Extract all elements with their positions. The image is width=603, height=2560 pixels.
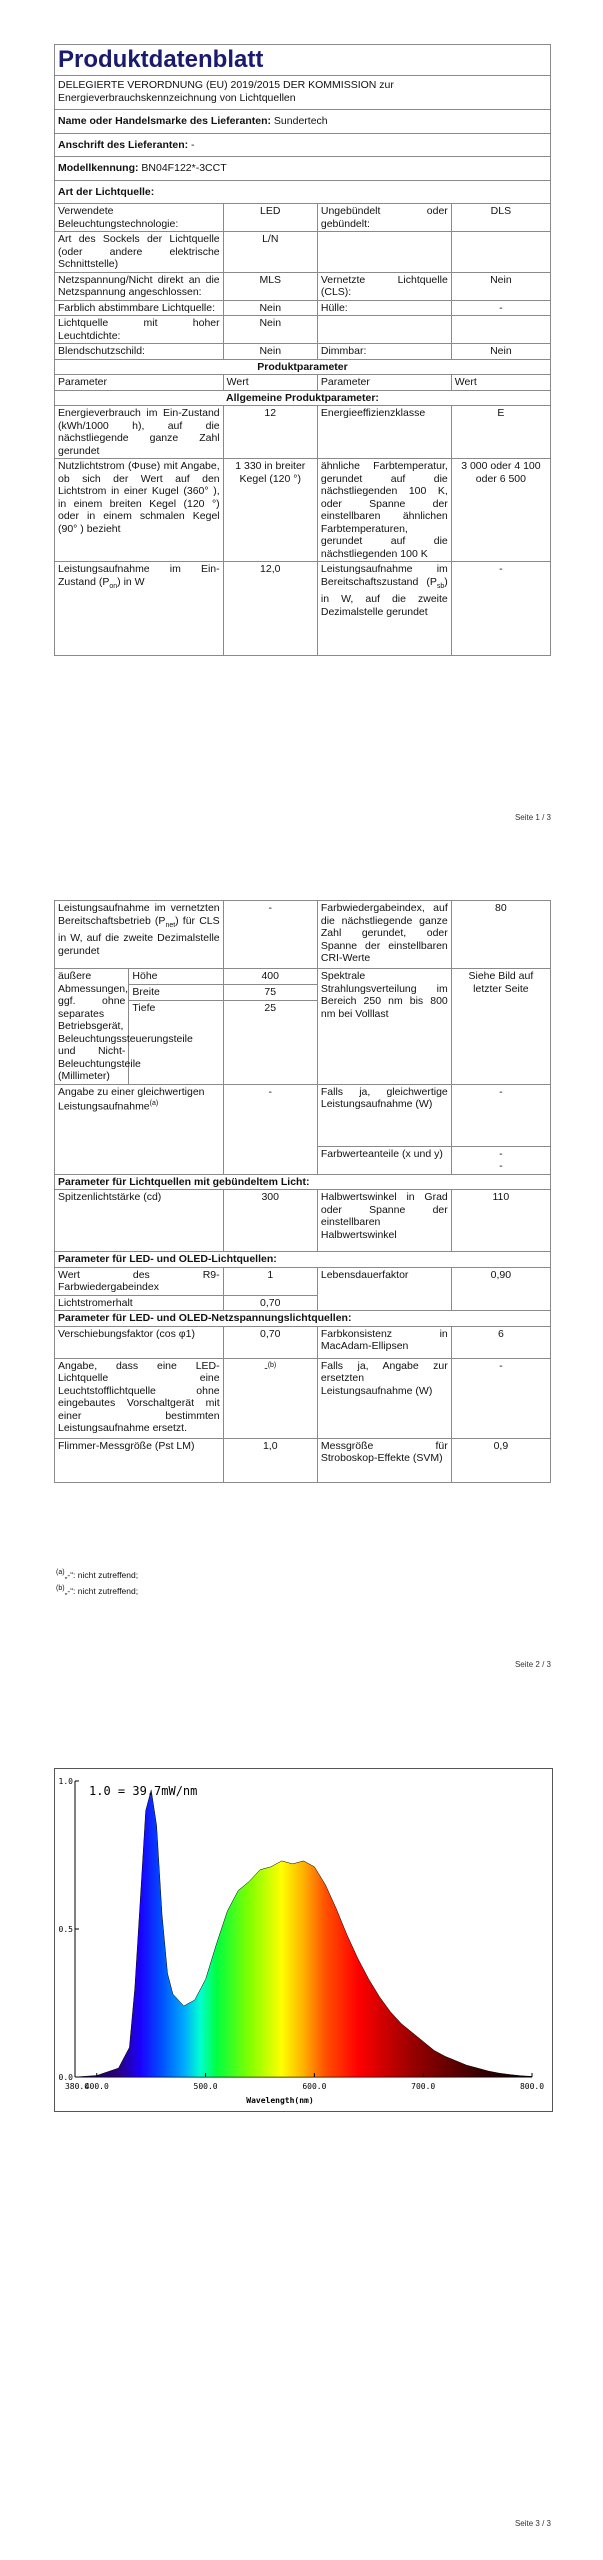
type-label-cell: Art des Sockels der Lichtquelle (oder andere elektrische Schnittstelle) (55, 232, 224, 273)
general-label-cell: Nutzlichtstrom (Φuse) mit Angabe, ob sich der Wert auf den Lichtstrom in einer Kugel (360° ), in einem breiten Kegel (120 °) oder in einem schmalen Kegel (90° ) bezieht (55, 459, 224, 562)
product-datasheet-table-1 (54, 44, 551, 656)
general-row (55, 406, 551, 459)
x-axis-label: Wavelength(nm) (246, 2096, 314, 2105)
type-label-cell: Farblich abstimmbare Lichtquelle: (55, 300, 224, 316)
r9-label: Wert des R9-Farbwiedergabeindex (55, 1267, 224, 1295)
cri-value: 80 (451, 901, 550, 969)
col-param-1: Parameter (55, 375, 224, 391)
model-label: Modellkennung: (58, 162, 139, 174)
general-value-cell: 12 (223, 406, 317, 459)
type-label-cell: Dimmbar: (317, 344, 451, 360)
x-tick-label: 800.0 (519, 2082, 545, 2091)
type-value-cell: LED (223, 204, 317, 232)
model-value: BN04F122*-3CCT (141, 162, 227, 174)
general-row (55, 459, 551, 562)
type-value-cell: - (451, 300, 550, 316)
sb-power-label: Leistungsaufnahme im Bereitschaftszustand $(P_{sb})$ in W, auf die zweite Dezimalstelle gerundet (317, 562, 451, 656)
type-label-cell: Netzspannung/Nicht direkt an die Netzspannung angeschlossen: (55, 272, 224, 300)
x-tick-label: 400.0 (84, 2082, 109, 2091)
on-power-label: Leistungsaufnahme im Ein-Zustand $(P_{on})$ in W (55, 562, 224, 656)
dim-depth-label: Tiefe (129, 1000, 223, 1084)
supplier-value: Sundertech (273, 115, 328, 127)
spectrum-svg (55, 1769, 552, 2111)
dim-depth-value: 25 (223, 1000, 317, 1084)
page-title: Produktdatenblatt (55, 45, 551, 76)
spectral-value: Siehe Bild auf letzter Seite (451, 969, 550, 1085)
type-label-cell (317, 316, 451, 344)
type-value-cell: Nein (223, 316, 317, 344)
type-value-cell: MLS (223, 272, 317, 300)
cri-label: Farbwiedergabeindex, auf die nächstliegende ganze Zahl gerundet, oder Spanne der einstellbaren CRI-Werte (317, 901, 451, 969)
regulation-text: DELEGIERTE VERORDNUNG (EU) 2019/2015 DER KOMMISSION zur Energieverbrauchskennzeichnung von Lichtquellen (55, 76, 551, 110)
type-row (55, 272, 551, 300)
type-row (55, 232, 551, 273)
footnote-a: $^{(a)}$„-“: nicht zutreffend; (56, 1569, 139, 1580)
page-number-3: Seite 3 / 3 (514, 2519, 551, 2528)
equiv-power-value: - (451, 1084, 550, 1146)
x-tick-label: 500.0 (193, 2082, 218, 2091)
type-value-cell: Nein (223, 344, 317, 360)
x-tick-label: 700.0 (411, 2082, 436, 2091)
page-number-2: Seite 2 / 3 (514, 1660, 551, 1669)
footnotes (56, 1566, 138, 1598)
dimensions-label: äußere Abmessungen, ggf. ohne separates Betriebsgerät, Beleuchtungssteuerungsteile und Nicht-Beleuchtungsteile (Millimeter) (55, 969, 129, 1085)
type-value-cell (451, 316, 550, 344)
dim-height-value: 400 (223, 969, 317, 985)
general-value-cell: 3 000 oder 4 100 oder 6 500 (451, 459, 550, 562)
maint-label: Lichtstromerhalt (55, 1295, 224, 1311)
type-label-cell: Blendschutzschild: (55, 344, 224, 360)
chart-title: 1.0 = 39.7mW/nm (89, 1784, 198, 1798)
chroma-label: Farbwerteanteile (x und y) (317, 1146, 451, 1174)
product-params-title: Produktparameter (55, 359, 551, 375)
fluor-value: -$^{(b)}$ (223, 1358, 317, 1438)
type-label-cell: Lichtquelle mit hoher Leuchtdichte: (55, 316, 224, 344)
type-value-cell: Nein (451, 344, 550, 360)
type-label: Art der Lichtquelle: (55, 180, 551, 204)
equiv-value: - (223, 1084, 317, 1174)
general-label-cell: Energieeffizienzklasse (317, 406, 451, 459)
col-value-2: Wert (451, 375, 550, 391)
type-label-cell (317, 232, 451, 273)
spectral-label: Spektrale Strahlungsverteilung im Bereich 250 nm bis 800 nm bei Volllast (317, 969, 451, 1085)
maint-value: 0,70 (223, 1295, 317, 1311)
equiv-power-label: Falls ja, gleichwertige Leistungsaufnahme (W) (317, 1084, 451, 1146)
product-datasheet-table-2 (54, 900, 551, 1483)
general-label-cell: ähnliche Farbtemperatur, gerundet auf die nächstliegenden 100 K, oder Spanne der einstellbaren ähnlichen Farbtemperaturen, gerundet auf die nächstliegenden 100 K (317, 459, 451, 562)
footnote-b: $^{(b)}$„-“: nicht zutreffend; (56, 1584, 139, 1596)
led-title: Parameter für LED- und OLED-Lichtquellen: (55, 1252, 551, 1268)
type-label-cell: Hülle: (317, 300, 451, 316)
dpf-value: 0,70 (223, 1326, 317, 1358)
strobo-label: Messgröße für Stroboskop-Effekte (SVM) (317, 1438, 451, 1482)
type-value-cell (451, 232, 550, 273)
net-power-value: - (223, 901, 317, 969)
type-value-cell: DLS (451, 204, 550, 232)
peak-label: Spitzenlichtstärke (cd) (55, 1190, 224, 1252)
equiv-label: Angabe zu einer gleichwertigen Leistungsaufnahme$^{(a)}$ (55, 1084, 224, 1174)
type-row (55, 204, 551, 232)
y-tick-label: 0.5 (58, 1925, 73, 1934)
survival-label: Lebensdauerfaktor (317, 1267, 451, 1311)
dim-height-label: Höhe (129, 969, 223, 985)
x-tick-label: 380.0 (64, 2082, 90, 2091)
fluor-label: Angabe, dass eine LED-Lichtquelle eine Leuchtstofflichtquelle ohne eingebautes Vorschaltgerät mit einer bestimmten Leistungsaufnahme ersetzt. (55, 1358, 224, 1438)
dim-width-value: 75 (223, 984, 317, 1000)
r9-value: 1 (223, 1267, 317, 1295)
page-number-1: Seite 1 / 3 (514, 813, 551, 822)
color-consistency-value: 6 (451, 1326, 550, 1358)
x-tick-label: 600.0 (302, 2082, 327, 2091)
general-value-cell: E (451, 406, 550, 459)
address-value: - (191, 138, 195, 151)
sb-power-value: - (451, 562, 550, 656)
peak-value: 300 (223, 1190, 317, 1252)
dpf-label: Verschiebungsfaktor (cos φ1) (55, 1326, 224, 1358)
general-label-cell: Energieverbrauch im Ein-Zustand (kWh/1000 h), auf die nächstliegende ganze Zahl gerundet (55, 406, 224, 459)
survival-value: 0,90 (451, 1267, 550, 1311)
type-label-cell: Ungebündelt oder gebündelt: (317, 204, 451, 232)
color-consistency-label: Farbkonsistenz in MacAdam-Ellipsen (317, 1326, 451, 1358)
y-tick-label: 0.0 (58, 2073, 73, 2082)
chroma-values: - - (451, 1146, 550, 1174)
type-row (55, 316, 551, 344)
on-power-value: 12,0 (223, 562, 317, 656)
spectrum-chart (54, 1768, 553, 2112)
general-value-cell: 1 330 in breiter Kegel (120 °) (223, 459, 317, 562)
type-value-cell: Nein (451, 272, 550, 300)
flicker-label: Flimmer-Messgröße (Pst LM) (55, 1438, 224, 1482)
spectrum-area (75, 1790, 532, 2077)
type-value-cell: Nein (223, 300, 317, 316)
type-row (55, 300, 551, 316)
beam-label: Halbwertswinkel in Grad oder Spanne der einstellbaren Halbwertswinkel (317, 1190, 451, 1252)
y-tick-label: 1.0 (58, 1777, 73, 1786)
col-value-1: Wert (223, 375, 317, 391)
beam-value: 110 (451, 1190, 550, 1252)
flicker-value: 1,0 (223, 1438, 317, 1482)
mains-title: Parameter für LED- und OLED-Netzspannungslichtquellen: (55, 1311, 551, 1327)
type-label-cell: Verwendete Beleuchtungstechnologie: (55, 204, 224, 232)
col-param-2: Parameter (317, 375, 451, 391)
directional-title: Parameter für Lichtquellen mit gebündeltem Licht: (55, 1174, 551, 1190)
fluor-power-label: Falls ja, Angabe zur ersetzten Leistungsaufnahme (W) (317, 1358, 451, 1438)
type-value-cell: L/N (223, 232, 317, 273)
net-power-label: Leistungsaufnahme im vernetzten Bereitschaftsbetrieb $(P_{net})$ für CLS in W, auf die zweite Dezimalstelle gerundet (55, 901, 224, 969)
type-row (55, 344, 551, 360)
strobo-value: 0,9 (451, 1438, 550, 1482)
dim-width-label: Breite (129, 984, 223, 1000)
general-params-title: Allgemeine Produktparameter: (55, 390, 551, 406)
supplier-label: Name oder Handelsmarke des Lieferanten: (58, 115, 271, 127)
address-label: Anschrift des Lieferanten: (58, 138, 189, 151)
fluor-power-value: - (451, 1358, 550, 1438)
type-label-cell: Vernetzte Lichtquelle (CLS): (317, 272, 451, 300)
